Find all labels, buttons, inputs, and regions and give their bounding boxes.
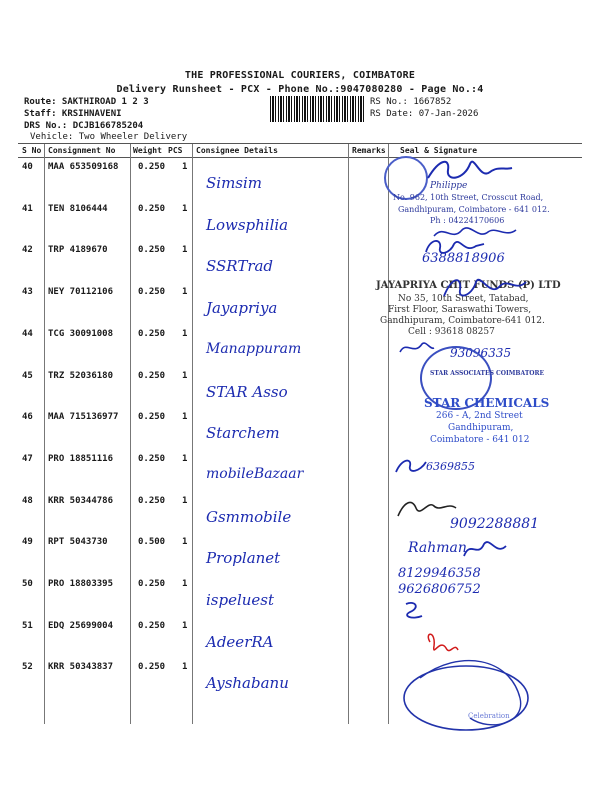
row-weight: 0.250	[138, 329, 166, 339]
row-sno: 51	[22, 621, 33, 631]
col-weight: Weight	[133, 146, 162, 155]
philippe-stamp-phone: Ph : 04224170606	[430, 216, 505, 225]
company-title: THE PROFESSIONAL COURIERS, COIMBATORE	[184, 70, 416, 81]
row-weight: 0.250	[138, 412, 166, 422]
jayapriya-stamp-address: First Floor, Saraswathi Towers,	[388, 305, 532, 315]
route-label: Route: SAKTHIROAD 1 2 3	[24, 97, 149, 107]
col-consignment: Consignment No	[48, 146, 116, 155]
barcode	[270, 96, 366, 122]
row-sno: 45	[22, 371, 33, 381]
star-chemicals-address: 266 - A, 2nd Street	[436, 411, 523, 421]
row-consignee-handwritten: Ayshabanu	[206, 674, 289, 692]
row-weight: 0.250	[138, 496, 166, 506]
row-pcs: 1	[182, 371, 188, 381]
row-consignment-no: MAA 653509168	[48, 162, 119, 172]
row-pcs: 1	[182, 496, 188, 506]
row-consignment-no: TEN 8106444	[48, 204, 108, 214]
col-sno: S No	[22, 146, 42, 155]
row-consignee-handwritten: ispeluest	[206, 591, 275, 609]
row-weight: 0.250	[138, 371, 166, 381]
row-pcs: 1	[182, 412, 188, 422]
row-pcs: 1	[182, 329, 188, 339]
row-sno: 48	[22, 496, 33, 506]
row-consignee-handwritten: Proplanet	[206, 549, 281, 567]
star-chemicals-address: Coimbatore - 641 012	[430, 435, 530, 445]
row-sno: 42	[22, 245, 33, 255]
row-sno: 47	[22, 454, 33, 464]
star-chemicals-name: STAR CHEMICALS	[424, 396, 550, 410]
signature-50	[400, 598, 430, 622]
row-sno: 41	[22, 204, 33, 214]
row-sno: 40	[22, 162, 33, 172]
row-consignment-no: PRO 18803395	[48, 579, 114, 589]
row-weight: 0.250	[138, 662, 166, 672]
row-weight: 0.250	[138, 245, 166, 255]
col-pcs: PCS	[168, 146, 183, 155]
row-consignee-handwritten: Manappuram	[206, 341, 302, 357]
row-sno: 50	[22, 579, 33, 589]
row-pcs: 1	[182, 537, 188, 547]
col-consignee: Consignee Details	[196, 146, 278, 155]
handwritten-phone: 6369855	[426, 460, 475, 473]
row-consignee-handwritten: Lowsphilia	[206, 216, 289, 234]
row-weight: 0.500	[138, 537, 166, 547]
row-consignment-no: KRR 50344786	[48, 496, 114, 506]
row-consignee-handwritten: SSRTrad	[206, 257, 274, 275]
row-sno: 52	[22, 662, 33, 672]
row-pcs: 1	[182, 287, 188, 297]
jayapriya-stamp-address: Gandhipuram, Coimbatore-641 012.	[380, 316, 545, 326]
row-weight: 0.250	[138, 162, 166, 172]
handwritten-phone: 9092288881	[450, 516, 540, 532]
handwritten-phone: 6388818906	[422, 251, 505, 266]
row-weight: 0.250	[138, 454, 166, 464]
row-consignee-handwritten: Starchem	[206, 424, 280, 442]
row-consignee-handwritten: STAR Asso	[206, 383, 288, 401]
philippe-stamp-address: Gandhipuram, Coimbatore - 641 012.	[398, 205, 550, 214]
row-consignee-handwritten: Gsmmobile	[206, 508, 292, 526]
row-weight: 0.250	[138, 287, 166, 297]
runsheet-subtitle: Delivery Runsheet - PCX - Phone No.:9047080280 - Page No.:4	[116, 84, 484, 95]
row-consignment-no: TCG 30091008	[48, 329, 114, 339]
philippe-stamp-name: Philippe	[430, 181, 468, 191]
row-sno: 46	[22, 412, 33, 422]
row-consignment-no: KRR 50343837	[48, 662, 114, 672]
row-sno: 43	[22, 287, 33, 297]
handwritten-phone: 93096335	[450, 346, 512, 360]
vehicle-label: Vehicle: Two Wheeler Delivery	[30, 132, 188, 142]
signature-43	[440, 270, 530, 304]
jayapriya-stamp-name: JAYAPRIYA CHIT FUNDS (P) LTD	[376, 280, 561, 291]
row-consignment-no: RPT 5043730	[48, 537, 108, 547]
handwritten-phone: 8129946358	[398, 566, 481, 581]
row-consignee-handwritten: AdeerRA	[206, 633, 274, 651]
col-divider	[130, 144, 131, 724]
table-top-rule	[18, 143, 582, 144]
row-consignee-handwritten: mobileBazaar	[206, 466, 304, 482]
rs-no: RS No.: 1667852	[370, 97, 452, 107]
handwritten-phone: 9626806752	[398, 582, 481, 597]
jayapriya-stamp-cell: Cell : 93618 08257	[408, 327, 495, 337]
row-consignee-handwritten: Jayapriya	[206, 299, 278, 317]
row-pcs: 1	[182, 662, 188, 672]
row-pcs: 1	[182, 245, 188, 255]
handwritten-name: Rahman	[408, 540, 467, 556]
star-chemicals-address: Gandhipuram,	[448, 423, 514, 433]
row-consignment-no: TRZ 52036180	[48, 371, 114, 381]
row-sno: 44	[22, 329, 33, 339]
star-associates-ring-text: STAR ASSOCIATES COIMBATORE	[430, 370, 545, 377]
row-weight: 0.250	[138, 621, 166, 631]
row-weight: 0.250	[138, 204, 166, 214]
staff-label: Staff: KRSIHNAVENI	[24, 109, 122, 119]
col-divider	[44, 144, 45, 724]
row-consignment-no: PRO 18851116	[48, 454, 114, 464]
row-pcs: 1	[182, 204, 188, 214]
row-consignment-no: TRP 4189670	[48, 245, 108, 255]
row-consignee-handwritten: Simsim	[206, 174, 263, 192]
row-consignment-no: MAA 715136977	[48, 412, 119, 422]
row-consignment-no: EDQ 25699004	[48, 621, 114, 631]
rs-date: RS Date: 07-Jan-2026	[370, 109, 479, 119]
col-divider	[192, 144, 193, 724]
col-seal: Seal & Signature	[400, 146, 478, 155]
drs-label: DRS No.: DCJB166785204	[24, 121, 144, 131]
row-pcs: 1	[182, 579, 188, 589]
row-pcs: 1	[182, 621, 188, 631]
philippe-stamp-address: No. 962, 10th Street, Crosscut Road,	[393, 193, 544, 202]
row-sno: 49	[22, 537, 33, 547]
row-consignment-no: NEY 70112106	[48, 287, 114, 297]
row-pcs: 1	[182, 162, 188, 172]
signature-40	[420, 150, 520, 190]
signature-51-52	[380, 628, 540, 738]
col-remarks: Remarks	[352, 146, 386, 155]
jayapriya-stamp-address: No 35, 10th Street, Tatabad,	[398, 294, 529, 304]
celebration-stamp-text: Celebration	[468, 712, 510, 720]
row-weight: 0.250	[138, 579, 166, 589]
signature-49	[460, 536, 510, 562]
row-pcs: 1	[182, 454, 188, 464]
col-divider	[348, 144, 349, 724]
